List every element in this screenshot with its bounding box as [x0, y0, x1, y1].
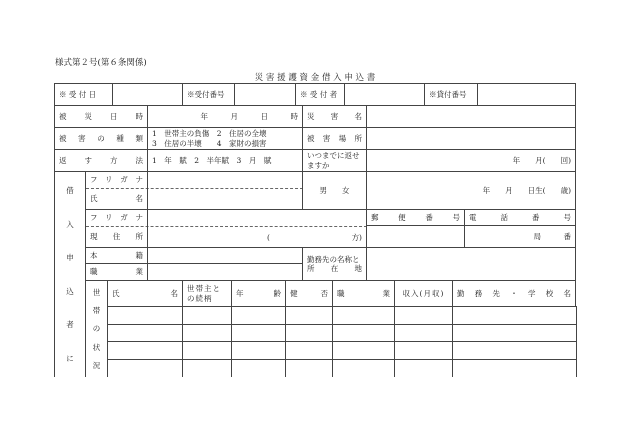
household-cell[interactable] [285, 306, 333, 325]
name-label: 氏名 [85, 188, 148, 210]
damage-option-line1: 1 世帯主の負傷 2 住居の全壊 [152, 129, 267, 139]
household-header-income: 収入(月収) [394, 280, 453, 307]
vlabel-char: 者 [66, 320, 74, 330]
household-header-occupation: 職業 [332, 280, 395, 307]
household-cell[interactable] [332, 341, 395, 360]
household-cell[interactable] [285, 341, 333, 360]
household-header-name: 氏名 [107, 280, 183, 307]
damage-type-label: 被害の種類 [54, 127, 148, 150]
household-cell[interactable] [452, 341, 577, 360]
household-cell[interactable] [452, 306, 577, 325]
household-cell[interactable] [452, 359, 577, 377]
repay-method-options[interactable]: 1 年 賦 2 半年賦 3 月 賦 [147, 149, 303, 172]
name-field[interactable] [147, 171, 303, 210]
household-cell[interactable] [332, 306, 395, 325]
damage-type-options[interactable] [147, 127, 303, 150]
receipt-number-field[interactable] [234, 83, 296, 106]
household-header-relation: 世帯主との続柄 [182, 280, 232, 307]
workplace-label [302, 247, 367, 281]
vlabel-char: 帯 [92, 305, 101, 315]
household-header-age: 年齢 [231, 280, 286, 307]
workplace-label-line1: 勤務先の名称と [307, 254, 360, 264]
domicile-field[interactable] [147, 247, 303, 264]
workplace-field[interactable] [366, 247, 576, 281]
form-title: 災 害 援 護 資 金 借 入 申 込 書 [254, 73, 376, 83]
vlabel-char: の [92, 324, 101, 334]
paren-close: 方) [351, 232, 362, 242]
furigana2-label: フリガナ [85, 209, 148, 226]
household-cell[interactable] [332, 359, 395, 377]
workplace-label-line2: 所在地 [307, 264, 362, 273]
household-header-workplace: 勤務先・学校名 [452, 280, 576, 307]
occupation-label: 職業 [85, 263, 148, 281]
household-cell[interactable] [107, 306, 183, 325]
household-cell[interactable] [231, 341, 286, 360]
loan-number-label: ※貸付番号 [424, 83, 478, 106]
vlabel-char: 借 [66, 186, 74, 196]
vlabel-char: 況 [92, 361, 101, 371]
furigana-label: フリガナ [85, 171, 148, 188]
birth-date-field[interactable]: 年 月 日生( 歳) [366, 171, 576, 210]
phone-field[interactable]: 局 番 [464, 225, 576, 248]
disaster-datetime-label: 被災日時 [54, 105, 148, 128]
household-cell[interactable] [285, 324, 333, 342]
address-label: 現住所 [85, 226, 148, 248]
vlabel-char: に [66, 353, 74, 363]
receiver-label: ※ 受 付 者 [295, 83, 345, 106]
loan-number-field[interactable] [477, 83, 576, 106]
form-number: 様式第２号(第６条関係) [55, 58, 147, 68]
domicile-label: 本籍 [85, 247, 148, 264]
household-cell[interactable] [394, 306, 453, 325]
household-cell[interactable] [231, 324, 286, 342]
disaster-datetime-field[interactable]: 年 月 日 時 [147, 105, 303, 128]
occupation-field[interactable] [147, 263, 303, 281]
household-cell[interactable] [182, 324, 232, 342]
household-cell[interactable] [285, 359, 333, 377]
applicant-vertical-label [54, 171, 86, 377]
repay-until-label: いつまでに返せますか [302, 149, 367, 172]
household-cell[interactable] [107, 341, 183, 360]
vlabel-char: 世 [92, 287, 101, 297]
receipt-date-label: ※ 受 付 日 [54, 83, 113, 106]
disaster-name-label: 災害名 [302, 105, 367, 128]
household-cell[interactable] [182, 341, 232, 360]
household-cell[interactable] [394, 341, 453, 360]
household-cell[interactable] [107, 359, 183, 377]
paren-open: ( [267, 232, 270, 242]
damage-place-label: 被害場所 [302, 127, 367, 150]
household-cell[interactable] [182, 359, 232, 377]
damage-place-field[interactable] [366, 127, 576, 150]
disaster-name-field[interactable] [366, 105, 576, 128]
postal-code-label: 郵便番号 [366, 209, 465, 226]
household-cell[interactable] [452, 324, 577, 342]
household-cell[interactable] [107, 324, 183, 342]
phone-label: 電話番号 [464, 209, 576, 226]
postal-code-field[interactable] [366, 225, 465, 248]
receipt-date-field[interactable] [112, 83, 183, 106]
household-cell[interactable] [394, 324, 453, 342]
sex-options[interactable]: 男 女 [302, 171, 367, 210]
vlabel-char: 申 [66, 253, 74, 263]
household-vertical-label [85, 280, 108, 377]
address-field[interactable] [147, 209, 367, 248]
receipt-number-label: ※受付番号 [182, 83, 235, 106]
household-cell[interactable] [231, 359, 286, 377]
receiver-field[interactable] [344, 83, 425, 106]
household-cell[interactable] [182, 306, 232, 325]
vlabel-char: 状 [92, 342, 101, 352]
household-header-health: 健否 [285, 280, 333, 307]
vlabel-char: 入 [66, 219, 74, 229]
vlabel-char: 込 [66, 286, 74, 296]
repay-method-label: 返す方法 [54, 149, 148, 172]
household-cell[interactable] [394, 359, 453, 377]
repay-until-field[interactable]: 年 月( 回) [366, 149, 576, 172]
household-cell[interactable] [332, 324, 395, 342]
household-cell[interactable] [231, 306, 286, 325]
damage-option-line2: 3 住居の半壊 4 家財の損害 [152, 138, 267, 148]
